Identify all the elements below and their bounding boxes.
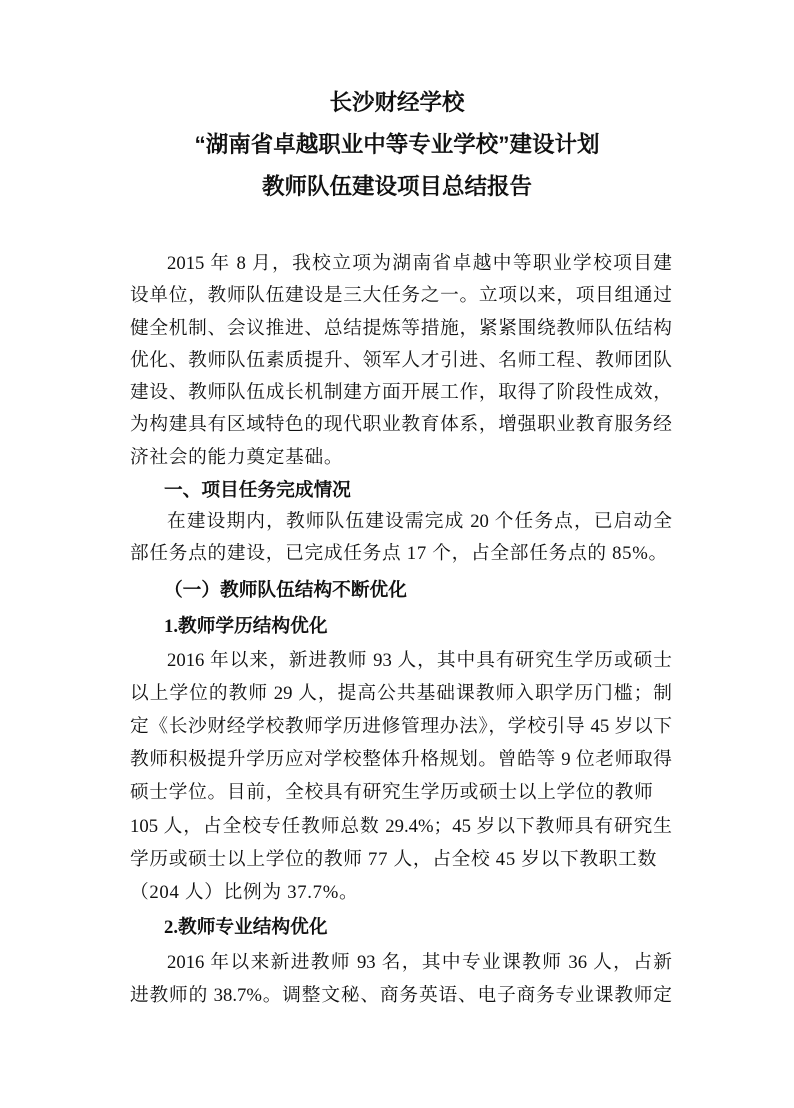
subsection-heading: （一）教师队伍结构不断优化 <box>164 580 407 601</box>
item-heading: 2.教师专业结构优化 <box>164 917 328 938</box>
item-line: 105 人，占全校专任教师总数 29.4%；45 岁以下教师具有研究生 <box>130 816 672 837</box>
intro-line: 2015 年 8 月，我校立项为湖南省卓越中等职业学校项目建 <box>167 253 672 274</box>
intro-line: 健全机制、会议推进、总结提炼等措施，紧紧围绕教师队伍结构 <box>130 318 672 339</box>
item-line: 定《长沙财经学校教师学历进修管理办法》，学校引导 45 岁以下 <box>130 716 672 737</box>
intro-line: 设单位，教师队伍建设是三大任务之一。立项以来，项目组通过 <box>130 285 672 306</box>
intro-line: 济社会的能力奠定基础。 <box>130 447 344 468</box>
intro-line: 为构建具有区域特色的现代职业教育体系，增强职业教育服务经 <box>130 414 672 435</box>
title-school-name: 长沙财经学校 <box>329 90 465 115</box>
item-line: （204 人）比例为 37.7%。 <box>130 882 359 903</box>
item-line: 教师积极提升学历应对学校整体升格规划。曾皓等 9 位老师取得 <box>130 749 672 770</box>
item-line: 2016 年以来新进教师 93 名，其中专业课教师 36 人，占新 <box>167 952 672 973</box>
summary-line: 在建设期内，教师队伍建设需完成 20 个任务点，已启动全 <box>167 511 672 532</box>
item-line: 硕士学位。目前，全校具有研究生学历或硕士以上学位的教师 <box>130 782 654 803</box>
section-heading: 一、项目任务完成情况 <box>164 479 351 500</box>
item-line: 学历或硕士以上学位的教师 77 人，占全校 45 岁以下教职工数 <box>130 849 657 870</box>
intro-line: 优化、教师队伍素质提升、领军人才引进、名师工程、教师团队 <box>130 350 672 371</box>
item-line: 进教师的 38.7%。调整文秘、商务英语、电子商务专业课教师定 <box>130 985 672 1006</box>
item-line: 2016 年以来，新进教师 93 人，其中具有研究生学历或硕士 <box>167 650 672 671</box>
item-heading: 1.教师学历结构优化 <box>164 616 328 637</box>
intro-line: 建设、教师队伍成长机制建方面开展工作，取得了阶段性成效， <box>130 382 672 403</box>
title-plan-name: “湖南省卓越职业中等专业学校”建设计划 <box>194 132 600 157</box>
title-report-name: 教师队伍建设项目总结报告 <box>261 174 532 199</box>
summary-line: 部任务点的建设，已完成任务点 17 个，占全部任务点的 85%。 <box>130 543 668 564</box>
item-line: 以上学位的教师 29 人，提高公共基础课教师入职学历门槛；制 <box>130 683 672 704</box>
